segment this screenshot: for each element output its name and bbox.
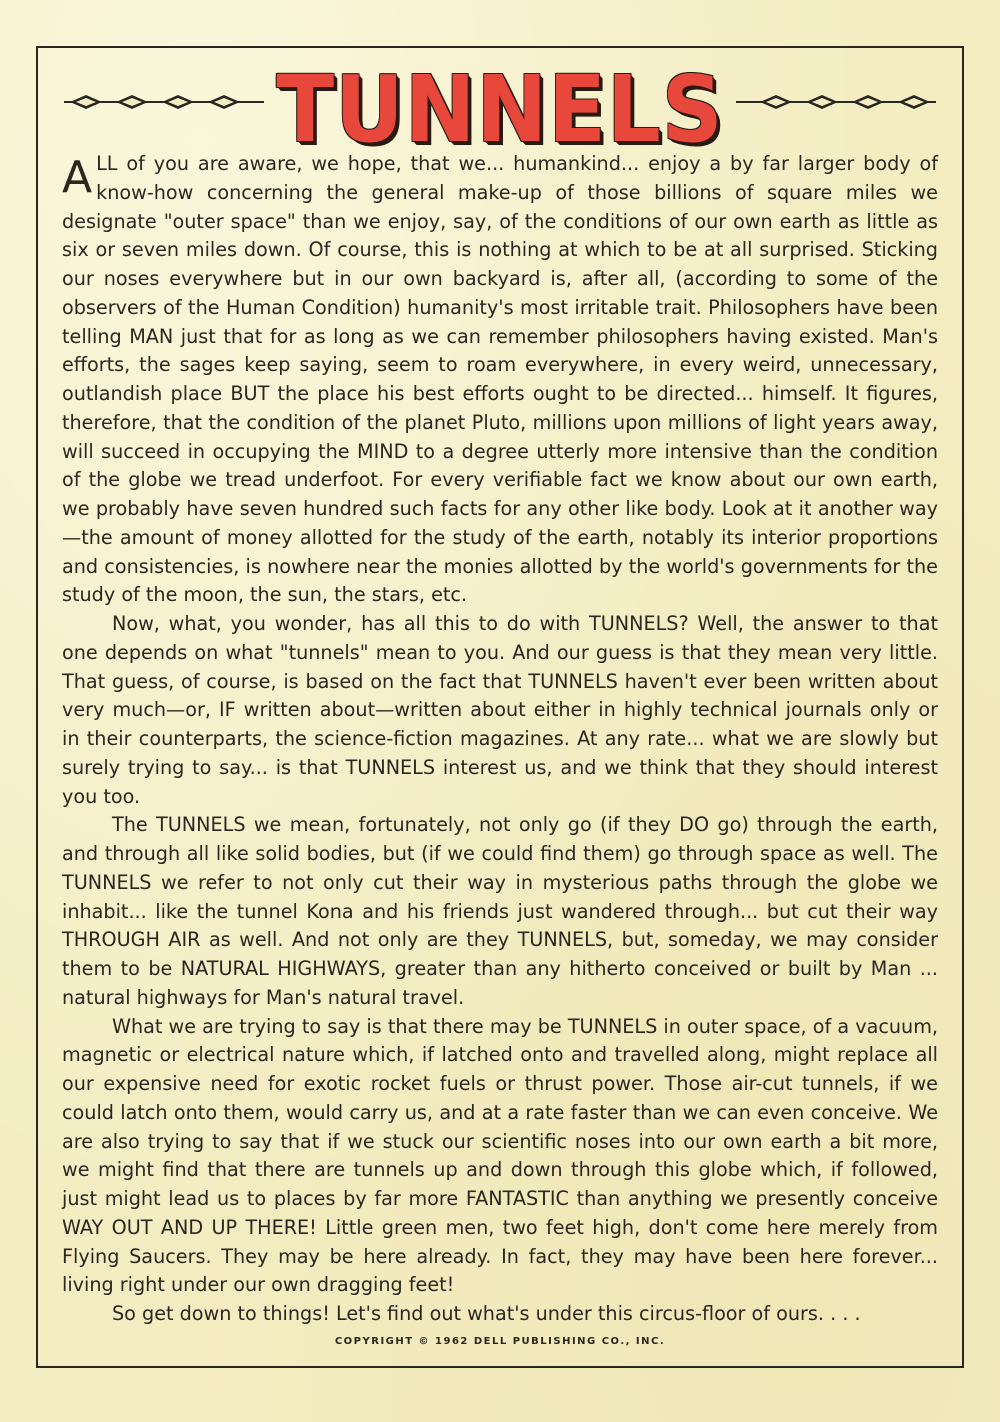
- paragraph-3: The TUNNELS we mean, fortunately, not only go (if they DO go) through the earth, and through all like solid bodies, but (if we could find them) go through space as well. The TUNNELS we refer to not only cut their way in mysterious paths through the globe we inhabit... like the tunnel Kona and his friends just wandered through... but cut their way THROUGH AIR as well. And not only are they TUNNELS, but, someday, we may consider them to be NATURAL HIGHWAYS, greater than any hitherto conceived or built by Man ... natural highways for Man's natural travel.: [62, 813, 938, 1009]
- drop-cap: A: [62, 152, 93, 203]
- header: [36, 56, 964, 163]
- paragraph-1-text: LL of you are aware, we hope, that we... humankind... enjoy a by far larger body of know-how concerning the general make-up of those billions of square miles we designate "outer space" than we enjoy, say, of the conditions of our own earth as little as six or seven miles down. Of course, this is nothing at which to be at all surprised. Sticking our noses everywhere but in our own backyard is, after all, (according to some of the observers of the Human Condition) humanity's most irritable trait. Philosophers have been telling MAN just that for as long as we can remember philosophers having existed. Man's efforts, the sages keep saying, seem to roam everywhere, in every weird, unnecessary, outlandish place BUT the place his best efforts ought to be directed... himself. It figures, therefore, that the condition of the planet Pluto, millions upon millions of light years away, will succeed in occupying the MIND to a degree utterly more intensive than the condition of the globe we tread underfoot. For every verifiable fact we know about our own earth, we probably have seven hundred such facts for any other like body. Look at it another way—the amount of money allotted for the study of the earth, notably its interior proportions and consistencies, is nowhere near the monies allotted by the world's governments for the study of the moon, the sun, the stars, etc.: [62, 152, 938, 607]
- paragraph-5: So get down to things! Let's find out what's under this circus-floor of ours. . . .: [112, 1302, 861, 1325]
- page-title: TUNNELS: [276, 56, 724, 163]
- paragraph-1: [62, 150, 938, 610]
- copyright-notice: COPYRIGHT © 1962 DELL PUBLISHING CO., INC.: [334, 1336, 666, 1347]
- paragraph-2: Now, what, you wonder, has all this to do with TUNNELS? Well, the answer to that one depends on what "tunnels" mean to you. And our guess is that they mean very little. That guess, of course, is based on the fact that TUNNELS haven't ever been written about very much—or, IF written about—written about either in highly technical journals only or in their counterparts, the science-fiction magazines. At any rate... what we are slowly but surely trying to say... is that TUNNELS interest us, and we think that they should interest you too.: [62, 612, 938, 808]
- article-body: [62, 150, 938, 1329]
- paragraph-4: What we are trying to say is that there may be TUNNELS in outer space, of a vacuum, magnetic or electrical nature which, if latched onto and travelled along, might replace all our expensive need for exotic rocket fuels or thrust power. Those air-cut tunnels, if we could latch onto them, would carry us, and at a rate faster than we can even conceive. We are also trying to say that if we stuck our scientific noses into our own earth a bit more, we might find that there are tunnels up and down through this globe which, if followed, just might lead us to places by far more FANTASTIC than anything we presently conceive WAY OUT AND UP THERE! Little green men, two feet high, don't come here merely from Flying Saucers. They may be here already. In fact, they may have been here forever... living right under our own dragging feet!: [62, 1014, 938, 1297]
- diamond-chain-right-icon: [736, 90, 936, 114]
